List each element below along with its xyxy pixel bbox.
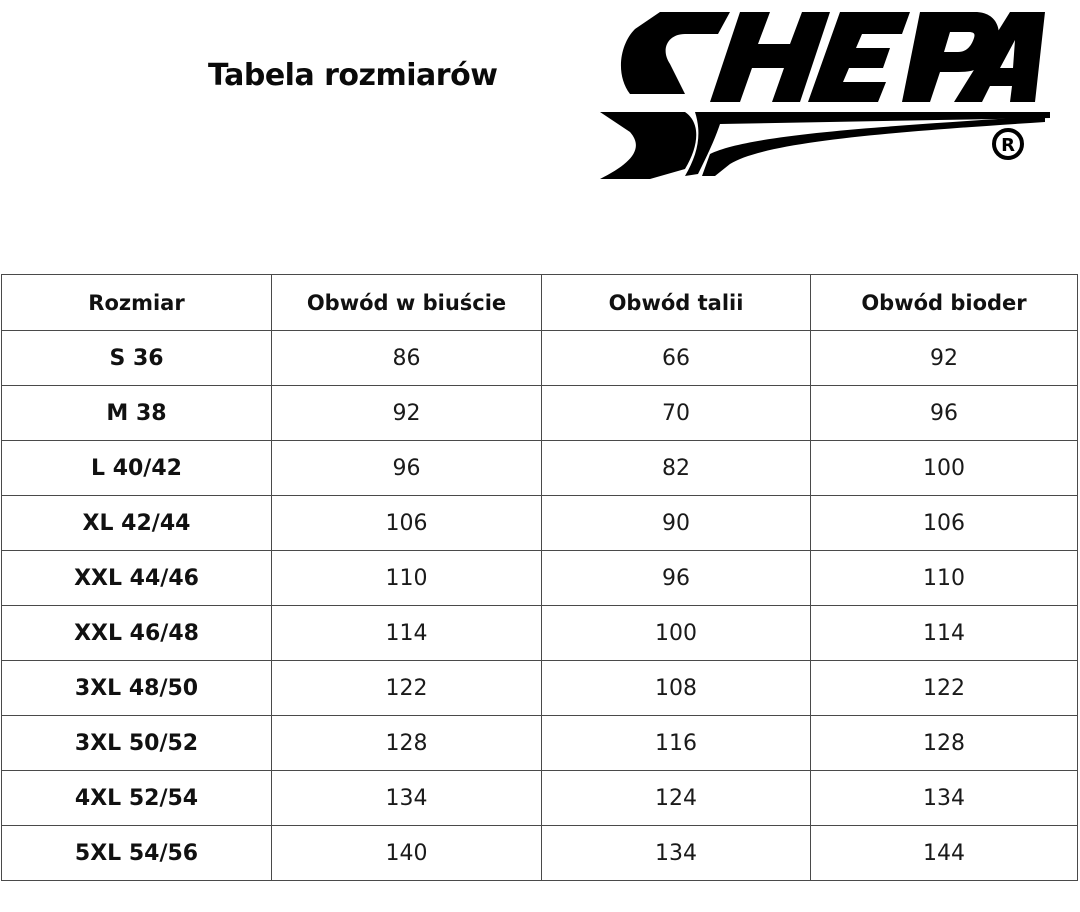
size-cell: L 40/42 — [2, 441, 272, 496]
table-row — [2, 551, 1078, 606]
hips-cell: 106 — [811, 496, 1078, 551]
size-cell: M 38 — [2, 386, 272, 441]
column-header-size: Rozmiar — [2, 275, 272, 331]
waist-cell: 108 — [542, 661, 811, 716]
bust-cell: 110 — [272, 551, 542, 606]
table-row — [2, 606, 1078, 661]
waist-cell: 90 — [542, 496, 811, 551]
table-row — [2, 661, 1078, 716]
hips-cell: 122 — [811, 661, 1078, 716]
table-header-row — [2, 275, 1078, 331]
size-chart-table — [1, 274, 1078, 881]
bust-cell: 128 — [272, 716, 542, 771]
bust-cell: 86 — [272, 331, 542, 386]
waist-cell: 96 — [542, 551, 811, 606]
size-cell: XXL 44/46 — [2, 551, 272, 606]
hips-cell: 128 — [811, 716, 1078, 771]
table-row — [2, 441, 1078, 496]
waist-cell: 116 — [542, 716, 811, 771]
bust-cell: 140 — [272, 826, 542, 881]
column-header-bust: Obwód w biuście — [272, 275, 542, 331]
table-row — [2, 331, 1078, 386]
table-row — [2, 386, 1078, 441]
table-row — [2, 716, 1078, 771]
bust-cell: 92 — [272, 386, 542, 441]
hips-cell: 100 — [811, 441, 1078, 496]
bust-cell: 96 — [272, 441, 542, 496]
hips-cell: 134 — [811, 771, 1078, 826]
waist-cell: 82 — [542, 441, 811, 496]
column-header-waist: Obwód talii — [542, 275, 811, 331]
size-cell: 3XL 50/52 — [2, 716, 272, 771]
table-row — [2, 771, 1078, 826]
size-cell: 3XL 48/50 — [2, 661, 272, 716]
size-cell: XXL 46/48 — [2, 606, 272, 661]
table-row — [2, 496, 1078, 551]
waist-cell: 70 — [542, 386, 811, 441]
page-title: Tabela rozmiarów — [208, 58, 498, 93]
bust-cell: 106 — [272, 496, 542, 551]
hips-cell: 110 — [811, 551, 1078, 606]
waist-cell: 124 — [542, 771, 811, 826]
size-cell: S 36 — [2, 331, 272, 386]
size-cell: 5XL 54/56 — [2, 826, 272, 881]
hips-cell: 92 — [811, 331, 1078, 386]
brand-logo-icon — [590, 4, 1070, 184]
bust-cell: 122 — [272, 661, 542, 716]
svg-text:R: R — [1001, 135, 1015, 156]
hips-cell: 114 — [811, 606, 1078, 661]
waist-cell: 100 — [542, 606, 811, 661]
hips-cell: 144 — [811, 826, 1078, 881]
bust-cell: 114 — [272, 606, 542, 661]
hips-cell: 96 — [811, 386, 1078, 441]
column-header-hips: Obwód bioder — [811, 275, 1078, 331]
size-cell: XL 42/44 — [2, 496, 272, 551]
bust-cell: 134 — [272, 771, 542, 826]
table-row — [2, 826, 1078, 881]
waist-cell: 134 — [542, 826, 811, 881]
size-cell: 4XL 52/54 — [2, 771, 272, 826]
waist-cell: 66 — [542, 331, 811, 386]
